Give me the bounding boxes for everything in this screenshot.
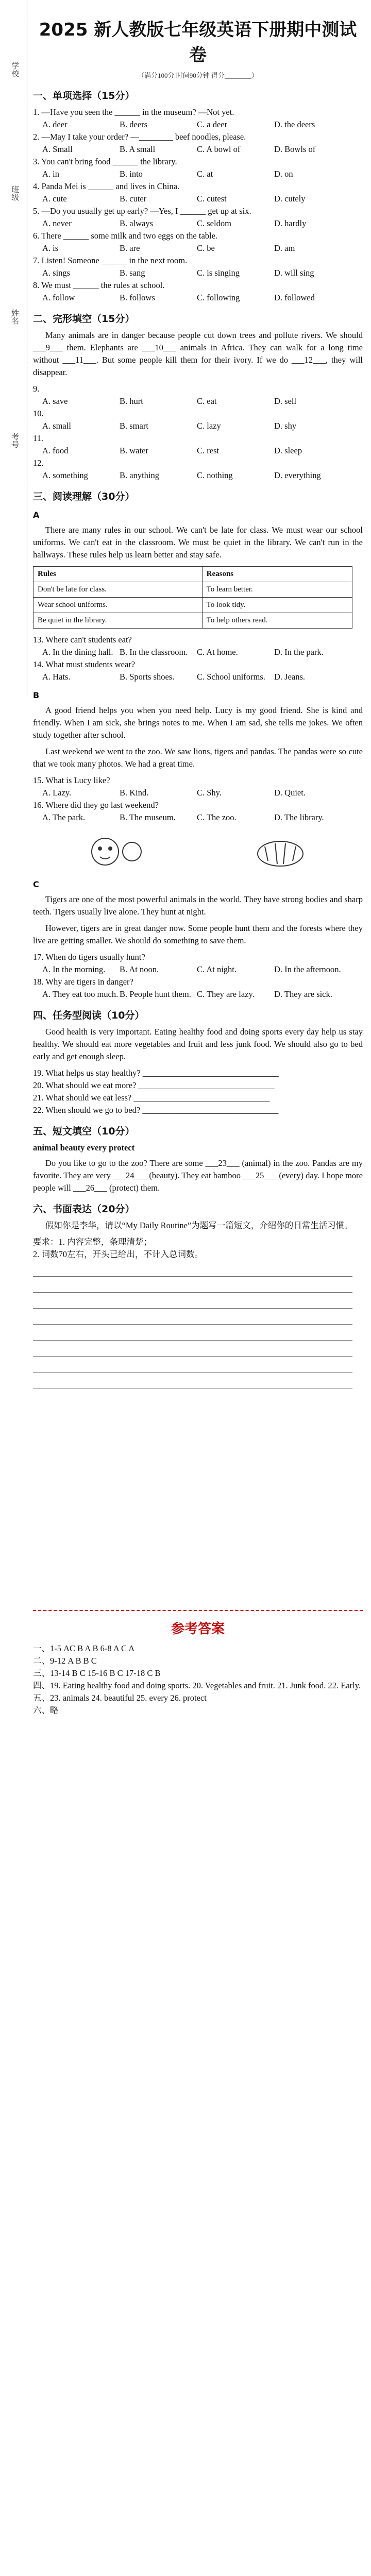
answer-option: C. The zoo. — [197, 812, 237, 822]
question-text: 2. —May I take your order? —________ beef noodles, please. — [33, 132, 246, 142]
answer-option: A. food — [42, 446, 69, 455]
passage-a-questions — [33, 634, 363, 683]
answer-line: 四、19. Eating healthy food and doing sports. 20. Vegetables and fruit. 21. Junk food. 22. Early. — [33, 1681, 361, 1690]
passage-b-questions — [33, 774, 363, 824]
answer-option: B. anything — [120, 470, 159, 480]
option-row — [33, 242, 363, 255]
writing-lines — [33, 1261, 363, 1388]
passage-label: B — [33, 690, 40, 700]
writing-requirement: 要求：1. 内容完整，条理清楚； — [33, 1237, 152, 1247]
answer-option: A. Lazy. — [42, 788, 72, 798]
answer-option: C. is singing — [197, 268, 240, 278]
task-questions — [33, 1067, 363, 1116]
option-row — [33, 193, 363, 205]
question-text: 11. — [33, 433, 44, 443]
word-bank: animal beauty every protect — [33, 1143, 135, 1153]
answer-option: D. am — [274, 243, 295, 253]
passage-c-p2: However, tigers are in great danger now. Some people hunt them and the forests where they live are getting smaller. We should do something to save them. — [33, 923, 363, 945]
option-row — [33, 118, 363, 131]
answer-option: B. into — [120, 169, 143, 179]
task-passage: Good health is very important. Eating healthy food and doing sports every day help us stay healthy. We should eat more vegetables and fruit and less junk food. We should also go to bed early and get enough sleep. — [33, 1027, 363, 1061]
answer-option: B. hurt — [120, 396, 143, 406]
answer-option: B. deers — [120, 120, 148, 129]
answer-key — [33, 1610, 363, 1717]
answer-option: A. something — [42, 470, 88, 480]
option-row — [33, 787, 363, 799]
answer-option: B. smart — [120, 421, 148, 431]
table-row — [33, 613, 352, 629]
writing-line[interactable] — [33, 1357, 352, 1372]
section-heading: 四、任务型阅读（10分） — [33, 1010, 145, 1021]
task-question: 19. What helps us stay healthy? ________________________________ — [33, 1068, 279, 1078]
section-heading: 六、书面表达（20分） — [33, 1204, 135, 1215]
answer-option: C. At night. — [197, 964, 237, 974]
answer-option: A. sings — [42, 268, 71, 278]
answer-option: D. shy — [274, 421, 297, 431]
answer-option: C. be — [197, 243, 215, 253]
answer-option: D. on — [274, 169, 293, 179]
answer-option: C. eat — [197, 396, 217, 406]
answer-option: D. Bowls of — [274, 144, 316, 154]
question-text: 6. There ______ some milk and two eggs on the table. — [33, 231, 218, 241]
table-row — [33, 582, 352, 598]
illustration-row — [33, 831, 363, 872]
margin-label-school: 学校 — [10, 62, 20, 77]
passage-c-p1: Tigers are one of the most powerful animals in the world. They have strong bodies and sharp teeth. Tigers usually live alone. They hunt at night. — [33, 894, 363, 917]
answer-option: C. At home. — [197, 647, 238, 657]
margin-label-number: 考号 — [10, 433, 20, 448]
table-row — [33, 598, 352, 613]
answer-line: 六、略 — [33, 1705, 59, 1715]
writing-line[interactable] — [33, 1325, 352, 1341]
option-row — [33, 143, 363, 156]
question-text: 1. —Have you seen the ______ in the museum? —Not yet. — [33, 107, 234, 117]
answer-option: C. at — [197, 169, 213, 179]
task-question: 20. What should we eat more? ________________________________ — [33, 1080, 275, 1090]
answer-key-title: 参考答案 — [171, 1621, 225, 1637]
passage-label: C — [33, 879, 39, 889]
tiger-illustration-icon — [249, 831, 311, 872]
answer-line: 五、23. animals 24. beautiful 25. every 26. protect — [33, 1693, 207, 1703]
answer-option: B. follows — [120, 293, 155, 302]
answer-option: B. Kind. — [120, 788, 149, 798]
answer-option: D. will sing — [274, 268, 314, 278]
rules-table — [33, 566, 352, 629]
answer-option: D. hardly — [274, 218, 307, 228]
option-row — [33, 646, 363, 658]
writing-line[interactable] — [33, 1293, 352, 1309]
question-text: 4. Panda Mei is ______ and lives in China. — [33, 181, 180, 191]
writing-line[interactable] — [33, 1372, 352, 1388]
answer-option: A. small — [42, 421, 71, 431]
option-row — [33, 267, 363, 279]
answer-option: C. following — [197, 293, 240, 302]
answer-option: B. A small — [120, 144, 156, 154]
answer-option: D. Quiet. — [274, 788, 306, 798]
table-header: Reasons — [202, 567, 352, 582]
answer-option: C. A bowl of — [197, 144, 241, 154]
answer-option: A. They eat too much. — [42, 989, 119, 999]
writing-line[interactable] — [33, 1309, 352, 1325]
option-row — [33, 445, 363, 457]
answer-option: D. everything — [274, 470, 321, 480]
answer-option: A. Hats. — [42, 672, 71, 682]
answer-option: D. They are sick. — [274, 989, 332, 999]
answer-option: C. a deer — [197, 120, 228, 129]
answer-option: A. is — [42, 243, 59, 253]
question-text: 8. We must ______ the rules at school. — [33, 280, 165, 290]
binding-margin — [0, 0, 27, 696]
spacer — [33, 1388, 363, 1595]
answer-option: A. follow — [42, 293, 75, 302]
table-header: Rules — [33, 567, 203, 582]
answer-option: B. always — [120, 218, 154, 228]
answer-option: D. In the afternoon. — [274, 964, 341, 974]
option-row — [33, 469, 363, 482]
section-heading: 五、短文填空（10分） — [33, 1126, 135, 1137]
question-text: 15. What is Lucy like? — [33, 775, 110, 785]
answer-option: A. in — [42, 169, 59, 179]
answer-option: B. cuter — [120, 194, 147, 204]
answer-option: B. Sports shoes. — [120, 672, 175, 682]
question-text: 13. Where can't students eat? — [33, 635, 132, 645]
question-text: 7. Listen! Someone ______ in the next room. — [33, 256, 188, 265]
answer-option: D. In the park. — [274, 647, 324, 657]
answer-option: B. In the classroom. — [120, 647, 188, 657]
answer-option: C. They are lazy. — [197, 989, 255, 999]
margin-label-class: 班级 — [10, 185, 20, 201]
table-cell: Wear school uniforms. — [33, 598, 203, 613]
answer-option: A. In the dining hall. — [42, 647, 113, 657]
table-cell: To look tidy. — [202, 598, 352, 613]
answer-option: D. Jeans. — [274, 672, 306, 682]
answer-option: B. At noon. — [120, 964, 159, 974]
task-question: 22. When should we go to bed? ________________________________ — [33, 1105, 279, 1115]
question-text: 16. Where did they go last weekend? — [33, 800, 159, 810]
table-cell: To help others read. — [202, 613, 352, 629]
option-row — [33, 217, 363, 230]
answer-option: D. cutely — [274, 194, 306, 204]
writing-requirement: 2. 词数70左右，开头已给出，不计入总词数。 — [33, 1249, 203, 1259]
table-cell: Don't be late for class. — [33, 582, 203, 598]
writing-line[interactable] — [33, 1261, 352, 1277]
table-cell: Be quiet in the library. — [33, 613, 203, 629]
answer-line: 一、1-5 AC B A B 6-8 A C A — [33, 1643, 135, 1653]
passage-b-p1: A good friend helps you when you need help. Lucy is my good friend. She is kind and friendly. When I am sick, she brings notes to me. When I am sad, she tells me jokes. We often study together after school. — [33, 705, 363, 740]
passage-c-questions — [33, 951, 363, 1001]
multiple-choice-list — [33, 106, 363, 304]
answer-option: B. sang — [120, 268, 145, 278]
table-cell: To learn better. — [202, 582, 352, 598]
fill-passage: Do you like to go to the zoo? There are some ___23___ (animal) in the zoo. Pandas are my favorite. They are very ___24___ (beauty). They eat bamboo ___25___ (every) day. I hope more people will ___26___ (protect) them. — [33, 1158, 363, 1193]
answer-option: C. nothing — [197, 470, 233, 480]
question-text: 14. What must students wear? — [33, 659, 136, 669]
option-row — [33, 988, 363, 1001]
option-row — [33, 292, 363, 304]
answer-option: B. People hunt them. — [120, 989, 191, 999]
answer-option: B. The museum. — [120, 812, 176, 822]
answer-option: C. rest — [197, 446, 220, 455]
answer-option: A. never — [42, 218, 72, 228]
writing-line[interactable] — [33, 1277, 352, 1293]
option-row — [33, 811, 363, 824]
question-text: 9. — [33, 384, 40, 394]
answer-option: A. In the morning. — [42, 964, 106, 974]
question-text: 12. — [33, 458, 44, 468]
writing-line[interactable] — [33, 1341, 352, 1357]
question-text: 5. —Do you usually get up early? —Yes, I ______ get up at six. — [33, 206, 251, 216]
answer-option: C. Shy. — [197, 788, 222, 798]
page-subtitle: （满分100分 时间90分钟 得分________） — [137, 72, 258, 79]
answer-option: A. Small — [42, 144, 73, 154]
answer-option: A. save — [42, 396, 68, 406]
option-row — [33, 395, 363, 408]
question-text: 10. — [33, 409, 44, 418]
cloze-options — [33, 383, 363, 482]
option-row — [33, 963, 363, 976]
zoo-illustration-icon — [85, 831, 146, 872]
answer-option: A. deer — [42, 120, 68, 129]
answer-option: C. lazy — [197, 421, 221, 431]
answer-option: C. School uniforms. — [197, 672, 265, 682]
table-header-row — [33, 567, 352, 582]
section-heading: 一、单项选择（15分） — [33, 90, 135, 101]
answer-option: D. sell — [274, 396, 297, 406]
answer-option: D. The library. — [274, 812, 324, 822]
margin-label-name: 姓名 — [10, 309, 20, 325]
option-row — [33, 671, 363, 683]
answer-option: B. water — [120, 446, 148, 455]
passage-b-p2: Last weekend we went to the zoo. We saw lions, tigers and pandas. The pandas were so cute that we took many photos. We had a great time. — [33, 747, 363, 769]
answer-option: A. cute — [42, 194, 67, 204]
answer-option: C. cutest — [197, 194, 227, 204]
question-text: 18. Why are tigers in danger? — [33, 977, 133, 987]
answer-option: B. are — [120, 243, 140, 253]
cloze-passage: Many animals are in danger because people cut down trees and pollute rivers. We should ___9___ them. Elephants are ___10___ animals in Africa. They can walk for a long time without ___11___. But some people kill them for their ivory. If we do ___12___, they will disappear. — [33, 330, 363, 377]
passage-a: There are many rules in our school. We can't be late for class. We must wear our school uniforms. We can't eat in the classroom. We must be quiet in the library. We can't run in the hallways. These rules help us learn better and stay safe. — [33, 525, 363, 560]
option-row — [33, 168, 363, 180]
writing-prompt: 假如你是李华，请以“My Daily Routine”为题写一篇短文，介绍你的日常生活习惯。 — [45, 1221, 353, 1230]
answer-option: D. followed — [274, 293, 315, 302]
answer-option: D. sleep — [274, 446, 302, 455]
question-text: 3. You can't bring food ______ the library. — [33, 157, 177, 166]
passage-label: A — [33, 510, 40, 520]
section-heading: 三、阅读理解（30分） — [33, 491, 135, 502]
answer-option: D. the deers — [274, 120, 315, 129]
answer-line: 二、9-12 A B B C — [33, 1656, 97, 1666]
option-row — [33, 420, 363, 432]
answer-option: C. seldom — [197, 218, 231, 228]
task-question: 21. What should we eat less? ________________________________ — [33, 1093, 270, 1103]
question-text: 17. When do tigers usually hunt? — [33, 952, 145, 962]
section-heading: 二、完形填空（15分） — [33, 313, 135, 325]
exam-content — [33, 0, 363, 2576]
answer-option: A. The park. — [42, 812, 86, 822]
page-title: 2025 新人教版七年级英语下册期中测试卷 — [39, 20, 357, 65]
answer-line: 三、13-14 B C 15-16 B C 17-18 C B — [33, 1668, 161, 1678]
